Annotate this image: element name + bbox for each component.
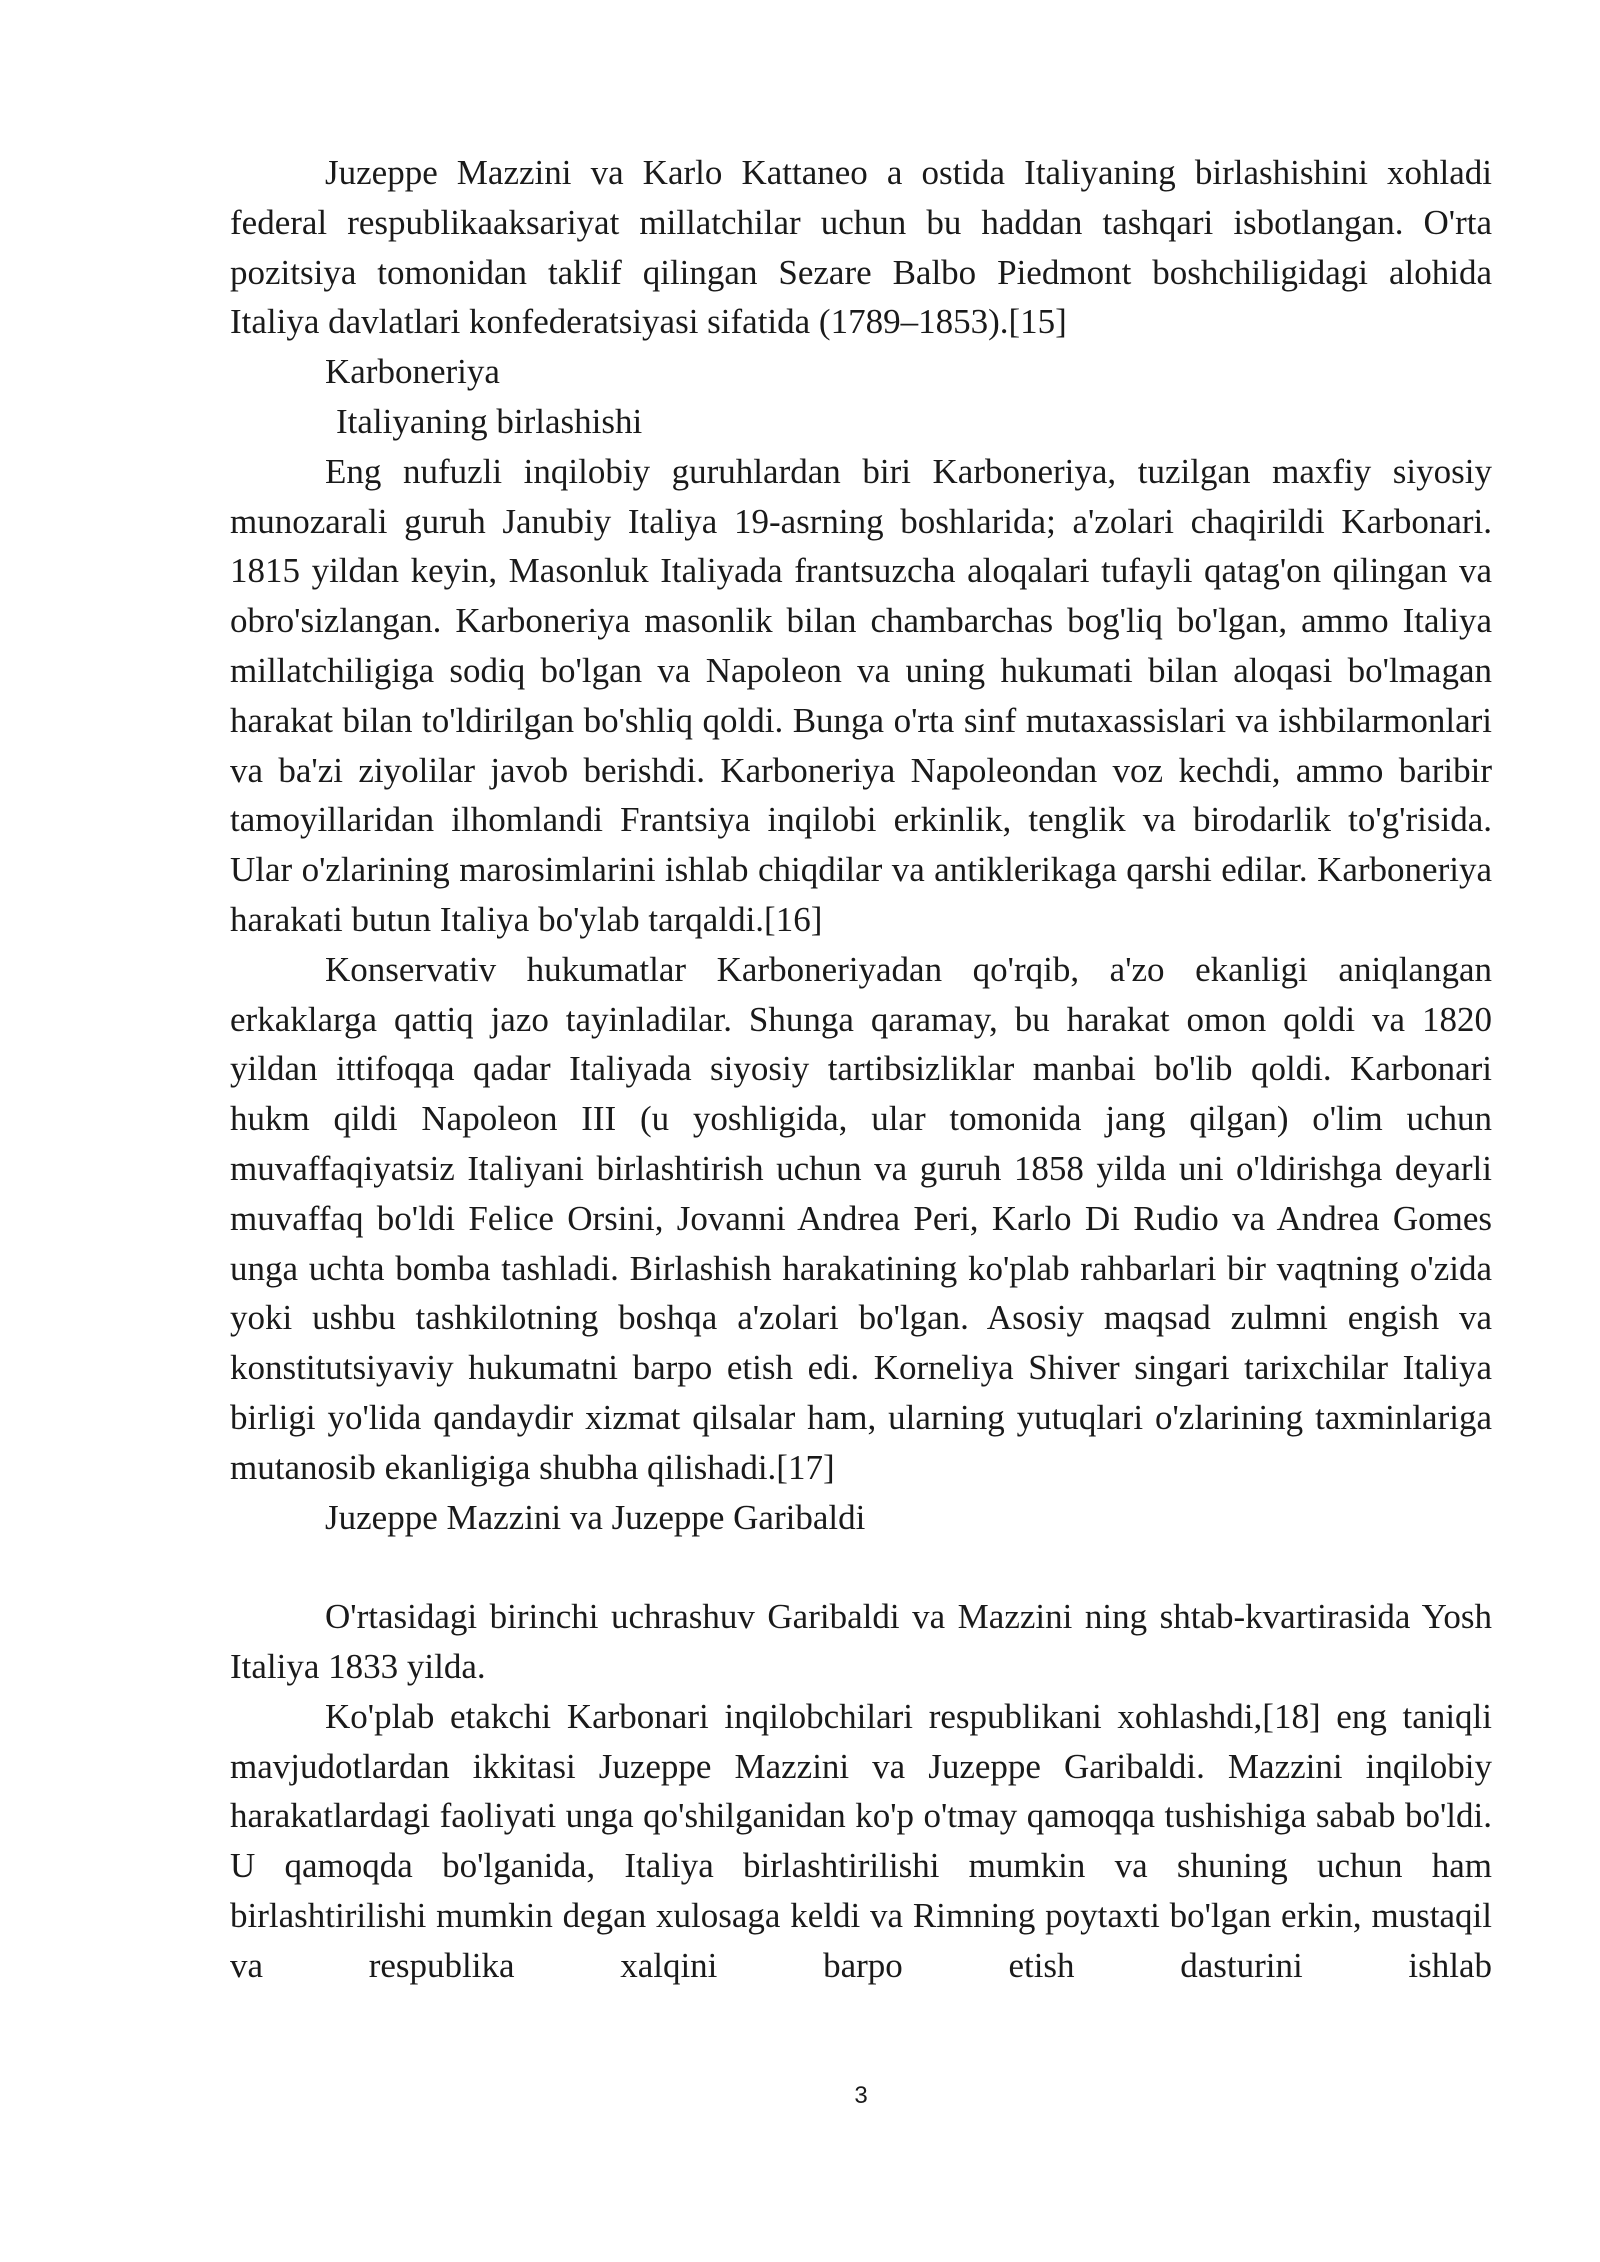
paragraph-karbonari-inqilobchilari: Ko'plab etakchi Karbonari inqilobchilari respublikani xohlashdi,[18] eng taniqli mavjudotlardan ikkitasi Juzeppe Mazzini va Juzeppe Garibaldi. Mazzini inqilobiy harakatlardagi faoliyati unga qo'shilganidan ko'p o'tmay qamoqqa tushishiga sabab bo'ldi. U qamoqda bo'lganida, Italiya birlashtirilishi mumkin va shuning uchun ham birlashtirilishi mumkin degan xulosaga keldi va Rimning poytaxti bo'lgan erkin, mustaqil va respublika xalqini barpo etish dasturini ishlab [230, 1696, 1492, 1985]
paragraph-karboneriya: Eng nufuzli inqilobiy guruhlardan biri Karboneriya, tuzilgan maxfiy siyosiy munozarali guruh Janubiy Italiya 19-asrning boshlarida; a'zolari chaqirildi Karbonari. 1815 yildan keyin, Masonluk Italiyada frantsuzcha aloqalari tufayli qatag'on qilingan va obro'sizlangan. Karboneriya masonlik bilan chambarchas bog'liq bo'lgan, ammo Italiya millatchiligiga sodiq bo'lgan va Napoleon va uning hukumati bilan aloqasi bo'lmagan harakat bilan to'ldirilgan bo'shliq qoldi. Bunga o'rta sinf mutaxassislari va ishbilarmonlari va ba'zi ziyolilar javob berishdi. Karboneriya Napoleondan voz kechdi, ammo baribir tamoyillaridan ilhomlandi Frantsiya inqilobi erkinlik, tenglik va birodarlik to'g'risida. Ular o'zlarining marosimlarini ishlab chiqdilar va antiklerikaga qarshi edilar. Karboneriya harakati butun Italiya bo'ylab tarqaldi.[16] [230, 451, 1492, 939]
paragraph-konservativ: Konservativ hukumatlar Karboneriyadan qo'rqib, a'zo ekanligi aniqlangan erkaklarga qattiq jazo tayinladilar. Shunga qaramay, bu harakat omon qoldi va 1820 yildan ittifoqqa qadar Italiyada siyosiy tartibsizliklar manbai bo'lib qoldi. Karbonari hukm qildi Napoleon III (u yoshligida, ular tomonida jang qilgan) o'lim uchun muvaffaqiyatsiz Italiyani birlashtirish uchun va guruh 1858 yilda uni o'ldirishga deyarli muvaffaq bo'ldi Felice Orsini, Jovanni Andrea Peri, Karlo Di Rudio va Andrea Gomes unga uchta bomba tashladi. Birlashish harakatining ko'plab rahbarlari bir vaqtning o'zida yoki ushbu tashkilotning boshqa a'zolari bo'lgan. Asosiy maqsad zulmni engish va konstitutsiyaviy hukumatni barpo etish edi. Korneliya Shiver singari tarixchilar Italiya birligi yo'lida qandaydir xizmat qilsalar ham, ularning yutuqlari o'zlarining taxminlariga mutanosib ekanligiga shubha qilishadi.[17] [230, 949, 1492, 1487]
heading-karboneriya: Karboneriya [325, 352, 500, 392]
page-number: 3 [854, 2082, 868, 2109]
paragraph-federalism: Juzeppe Mazzini va Karlo Kattaneo a ostida Italiyaning birlashishini xohladi federal respublikaaksariyat millatchilar uchun bu haddan tashqari isbotlangan. O'rta pozitsiya tomonidan taklif qilingan Sezare Balbo Piedmont boshchiligidagi alohida Italiya davlatlari konfederatsiyasi sifatida (1789–1853).[15] [230, 153, 1492, 342]
heading-italiyaning-birlashishi: Italiyaning birlashishi [336, 401, 643, 441]
heading-mazzini-garibaldi: Juzeppe Mazzini va Juzeppe Garibaldi [325, 1497, 866, 1537]
document-body [230, 148, 1492, 1990]
blank-line [230, 1542, 1492, 1592]
paragraph-uchrashuv: O'rtasidagi birinchi uchrashuv Garibaldi va Mazzini ning shtab-kvartirasida Yosh Italiya 1833 yilda. [230, 1597, 1492, 1686]
